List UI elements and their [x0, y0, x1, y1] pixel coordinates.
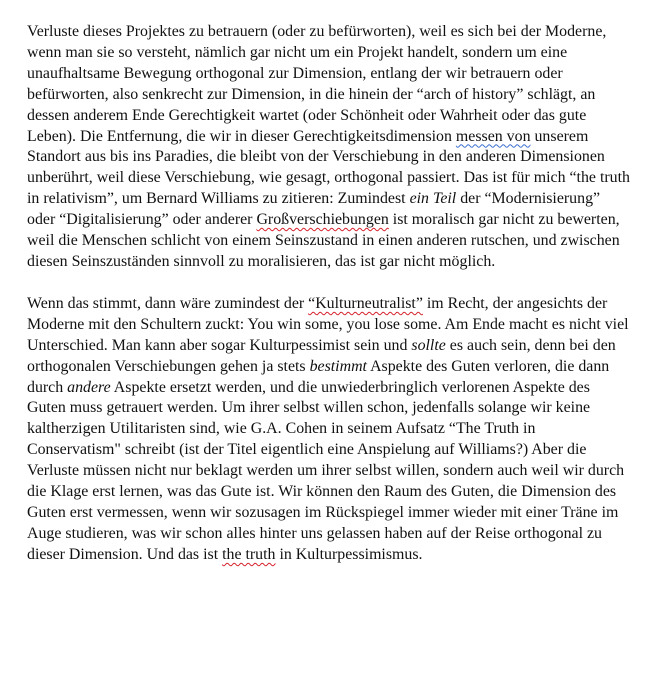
emphasis: andere	[67, 378, 111, 396]
text-run: Aspekte des Guten verloren, die dann durch	[27, 357, 610, 396]
text-run: Verluste dieses Projektes zu betrauern (oder zu befürworten), weil es sich bei der Moderne, wenn man sie so versteht, nämlich gar nicht um ein Projekt handelt, sondern um eine unaufhaltsame Bewegung orthogonal zur Dimension, entlang der wir betrauern oder befürworten, also senkrecht zur Dimension, in die hinein der “arch of history” schlägt, an dessen anderem Ende Gerechtigkeit wartet (oder Schönheit oder Wahrheit oder das gute Leben). Die Entfernung, die wir in dieser Gerechtigkeitsdimension	[27, 23, 607, 145]
grammar-flag[interactable]: messen von	[455, 127, 531, 145]
emphasis: ein Teil	[409, 190, 457, 208]
text-run: ist moralisch gar nicht zu bewerten, weil die Menschen schlicht von einem Seinszustand in einen anderen rutschen, und zwischen diesen Seinszuständen sinnvoll zu moralisieren, das ist gar nicht möglich.	[27, 211, 620, 270]
spelling-flag[interactable]: Großverschiebungen	[256, 211, 389, 229]
paragraph-1	[27, 22, 630, 273]
text-run: der “Modernisierung” oder “Digitalisierung” oder anderer	[27, 190, 601, 229]
text-run: Wenn das stimmt, dann wäre zumindest der	[27, 294, 309, 312]
spelling-flag[interactable]: “Kulturneutralist”	[308, 294, 423, 312]
text-run: in Kulturpessimismus.	[275, 545, 423, 563]
text-run: im Recht, der angesichts der Moderne mit den Schultern zuckt: You win some, you lose some. Am Ende macht es nicht viel Unterschied. Man kann aber sogar Kulturpessimist sein und	[27, 294, 629, 354]
paragraph-2	[27, 294, 630, 566]
text-run: unserem Standort aus bis ins Paradies, die bleibt von der Verschiebung in den anderen Dimensionen unberührt, weil diese Verschiebung, wie gesagt, orthogonal passiert. Das ist für mich “the truth in relativism”, um Bernard Williams zu zitieren: Zumindest	[27, 127, 630, 208]
text-run: Aspekte ersetzt werden, und die unwiederbringlich verlorenen Aspekte des Guten muss getrauert werden. Um ihrer selbst willen schon, jedenfalls solange wir keine kaltherzigen Utilitaristen sind, wie G.A. Cohen in seinem Aufsatz “The Truth in Conservatism" schreibt (ist der Titel eigentlich eine Anspielung auf Williams?) Aber die Verluste müssen nicht nur beklagt werden um ihrer selbst willen, sondern auch weil wir durch die Klage erst lernen, was das Gute ist. Wir können den Raum des Guten, die Dimension des Guten erst vermessen, wenn wir sozusagen im Rückspiegel immer wieder mit einer Träne im Auge studieren, was wir schon alles hinter uns gelassen haben auf der Reise orthogonal zu dieser Dimension. Und das ist	[27, 378, 625, 563]
spelling-flag[interactable]: the truth	[222, 545, 276, 563]
text-run: es auch sein, denn bei den orthogonalen Verschiebungen gehen ja stets	[27, 336, 616, 375]
emphasis: bestimmt	[309, 357, 367, 375]
emphasis: sollte	[411, 336, 446, 354]
